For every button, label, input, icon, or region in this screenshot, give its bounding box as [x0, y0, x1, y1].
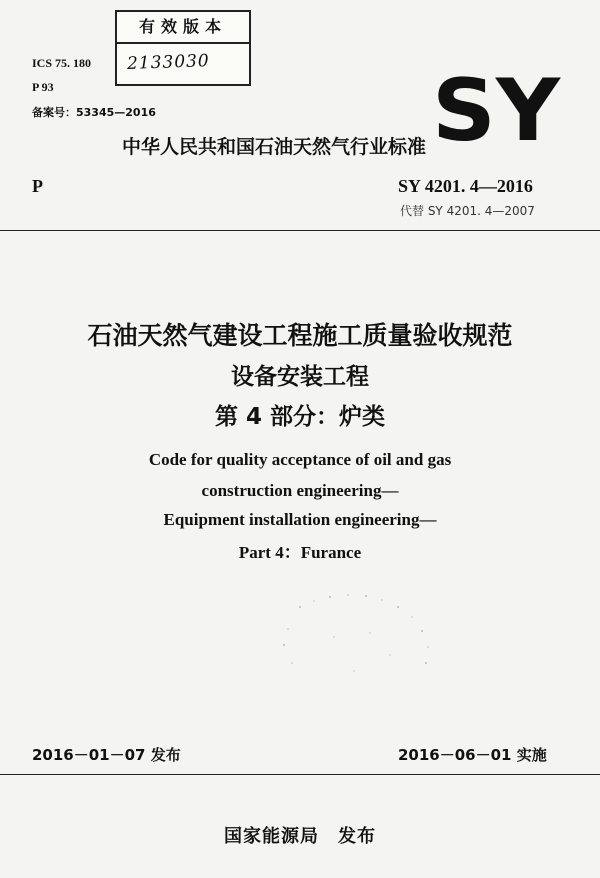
- replaces-standard: 代替 SY 4201. 4—2007: [400, 204, 535, 218]
- title-en-line2: construction engineering—: [201, 481, 399, 500]
- stamp-handwritten-number: 2133030: [126, 51, 211, 74]
- sy-logo-text: SY: [432, 64, 562, 154]
- ics-code: ICS 75. 180: [32, 56, 92, 70]
- implementation-date: 2016－06－01 实施: [398, 746, 547, 764]
- faint-emboss-mark: [270, 585, 450, 695]
- filing-number: 备案号：53345—2016: [32, 106, 156, 119]
- title-zh-line1: 石油天然气建设工程施工质量验收规范: [87, 321, 513, 350]
- title-en-line1: Code for quality acceptance of oil and gas: [148, 450, 452, 469]
- title-zh-line2: 设备安装工程: [231, 364, 369, 390]
- sy-logo: [432, 64, 562, 154]
- issue-date: 2016－01－07 发布: [32, 746, 181, 764]
- bottom-divider: [0, 774, 600, 775]
- title-en-line3: Equipment installation engineering—: [163, 510, 437, 529]
- valid-version-stamp: [115, 10, 251, 86]
- p-classification: P 93: [32, 80, 54, 94]
- title-zh-line3: 第 4 部分：炉类: [214, 404, 386, 430]
- top-divider: [0, 230, 600, 231]
- major-classification: P: [32, 176, 43, 196]
- stamp-title: 有效版本: [117, 12, 249, 44]
- title-en-line4: Part 4：Furance: [238, 543, 362, 562]
- publisher: 国家能源局 发布: [224, 826, 376, 847]
- issuer-name: 中华人民共和国石油天然气行业标准: [122, 136, 427, 158]
- standard-number: SY 4201. 4—2016: [398, 176, 533, 196]
